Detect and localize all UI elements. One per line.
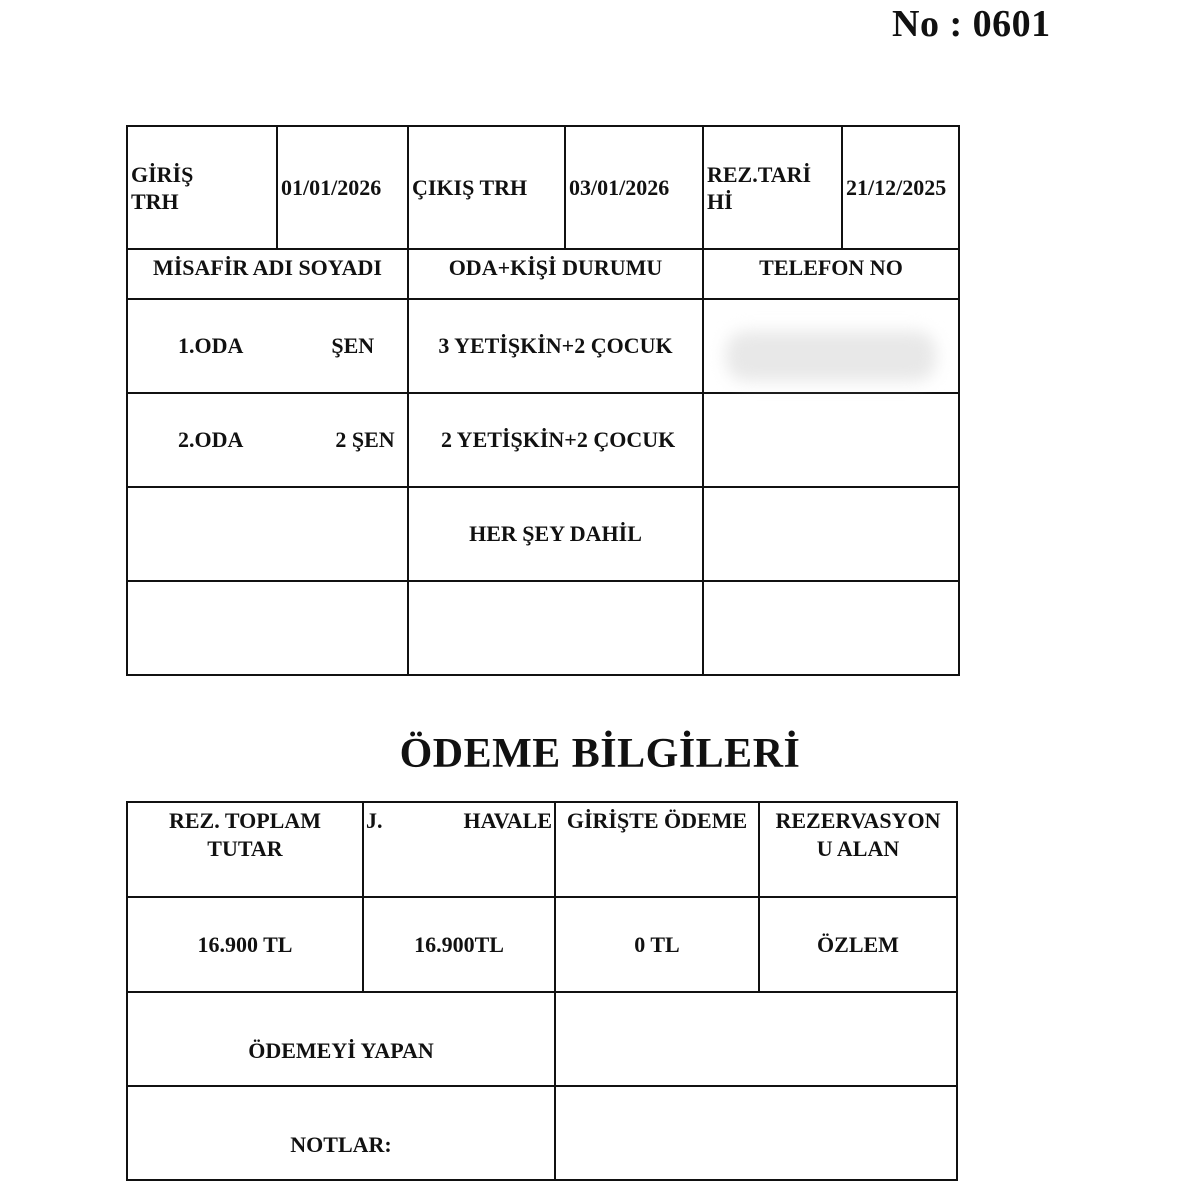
guest-row-2-phone [703,393,959,487]
redacted-name-1 [243,332,331,360]
empty-cell [703,581,959,675]
taken-by-value: ÖZLEM [759,897,957,992]
redacted-phone [726,331,936,381]
board-type: HER ŞEY DAHİL [408,487,703,581]
total-value: 16.900 TL [127,897,363,992]
rez-date: 21/12/2025 [842,126,959,249]
checkin-payment-value: 0 TL [555,897,759,992]
payment-title: ÖDEME BİLGİLERİ [399,731,801,777]
guest-row-1-surname: ŞEN [331,333,375,358]
guest-row-2-name [127,393,408,487]
guest-row-1-phone [703,299,959,393]
payer-value [555,992,957,1086]
checkout-date: 03/01/2026 [565,126,703,249]
empty-cell [703,487,959,581]
transfer-label: HAVALE [463,808,552,833]
redacted-transfer [404,807,464,835]
rez-date-label: REZ.TARİHİ [703,126,842,249]
checkin-date: 01/01/2026 [277,126,408,249]
guest-name-header: MİSAFİR ADI SOYADI [127,249,408,299]
checkin-payment-header: GİRİŞTE ÖDEME [555,802,759,897]
transfer-prefix: J. [366,808,383,833]
taken-by-header: REZERVASYONU ALAN [759,802,957,897]
empty-cell [408,581,703,675]
guest-row-2-status: 2 YETİŞKİN+2 ÇOCUK [408,393,703,487]
empty-cell [127,487,408,581]
document-number: No : 0601 [892,3,1051,45]
phone-header: TELEFON NO [703,249,959,299]
guest-row-2-room: 2.ODA [178,427,244,452]
notes-label: NOTLAR: [127,1086,555,1180]
payer-label: ÖDEMEYİ YAPAN [127,992,555,1086]
guest-row-1-room: 1.ODA [178,333,244,358]
checkout-label: ÇIKIŞ TRH [408,126,565,249]
total-header: REZ. TOPLAM TUTAR [127,802,363,897]
guest-row-2-surname: 2 ŞEN [335,427,395,452]
transfer-header [363,802,555,897]
redacted-name-2 [243,426,335,454]
reservation-table [126,125,960,676]
empty-cell [127,581,408,675]
payment-table [126,801,958,1181]
guest-row-1-name [127,299,408,393]
room-status-header: ODA+KİŞİ DURUMU [408,249,703,299]
notes-value [555,1086,957,1180]
checkin-label: GİRİŞ TRH [127,126,277,249]
guest-row-1-status: 3 YETİŞKİN+2 ÇOCUK [408,299,703,393]
transfer-value: 16.900TL [363,897,555,992]
